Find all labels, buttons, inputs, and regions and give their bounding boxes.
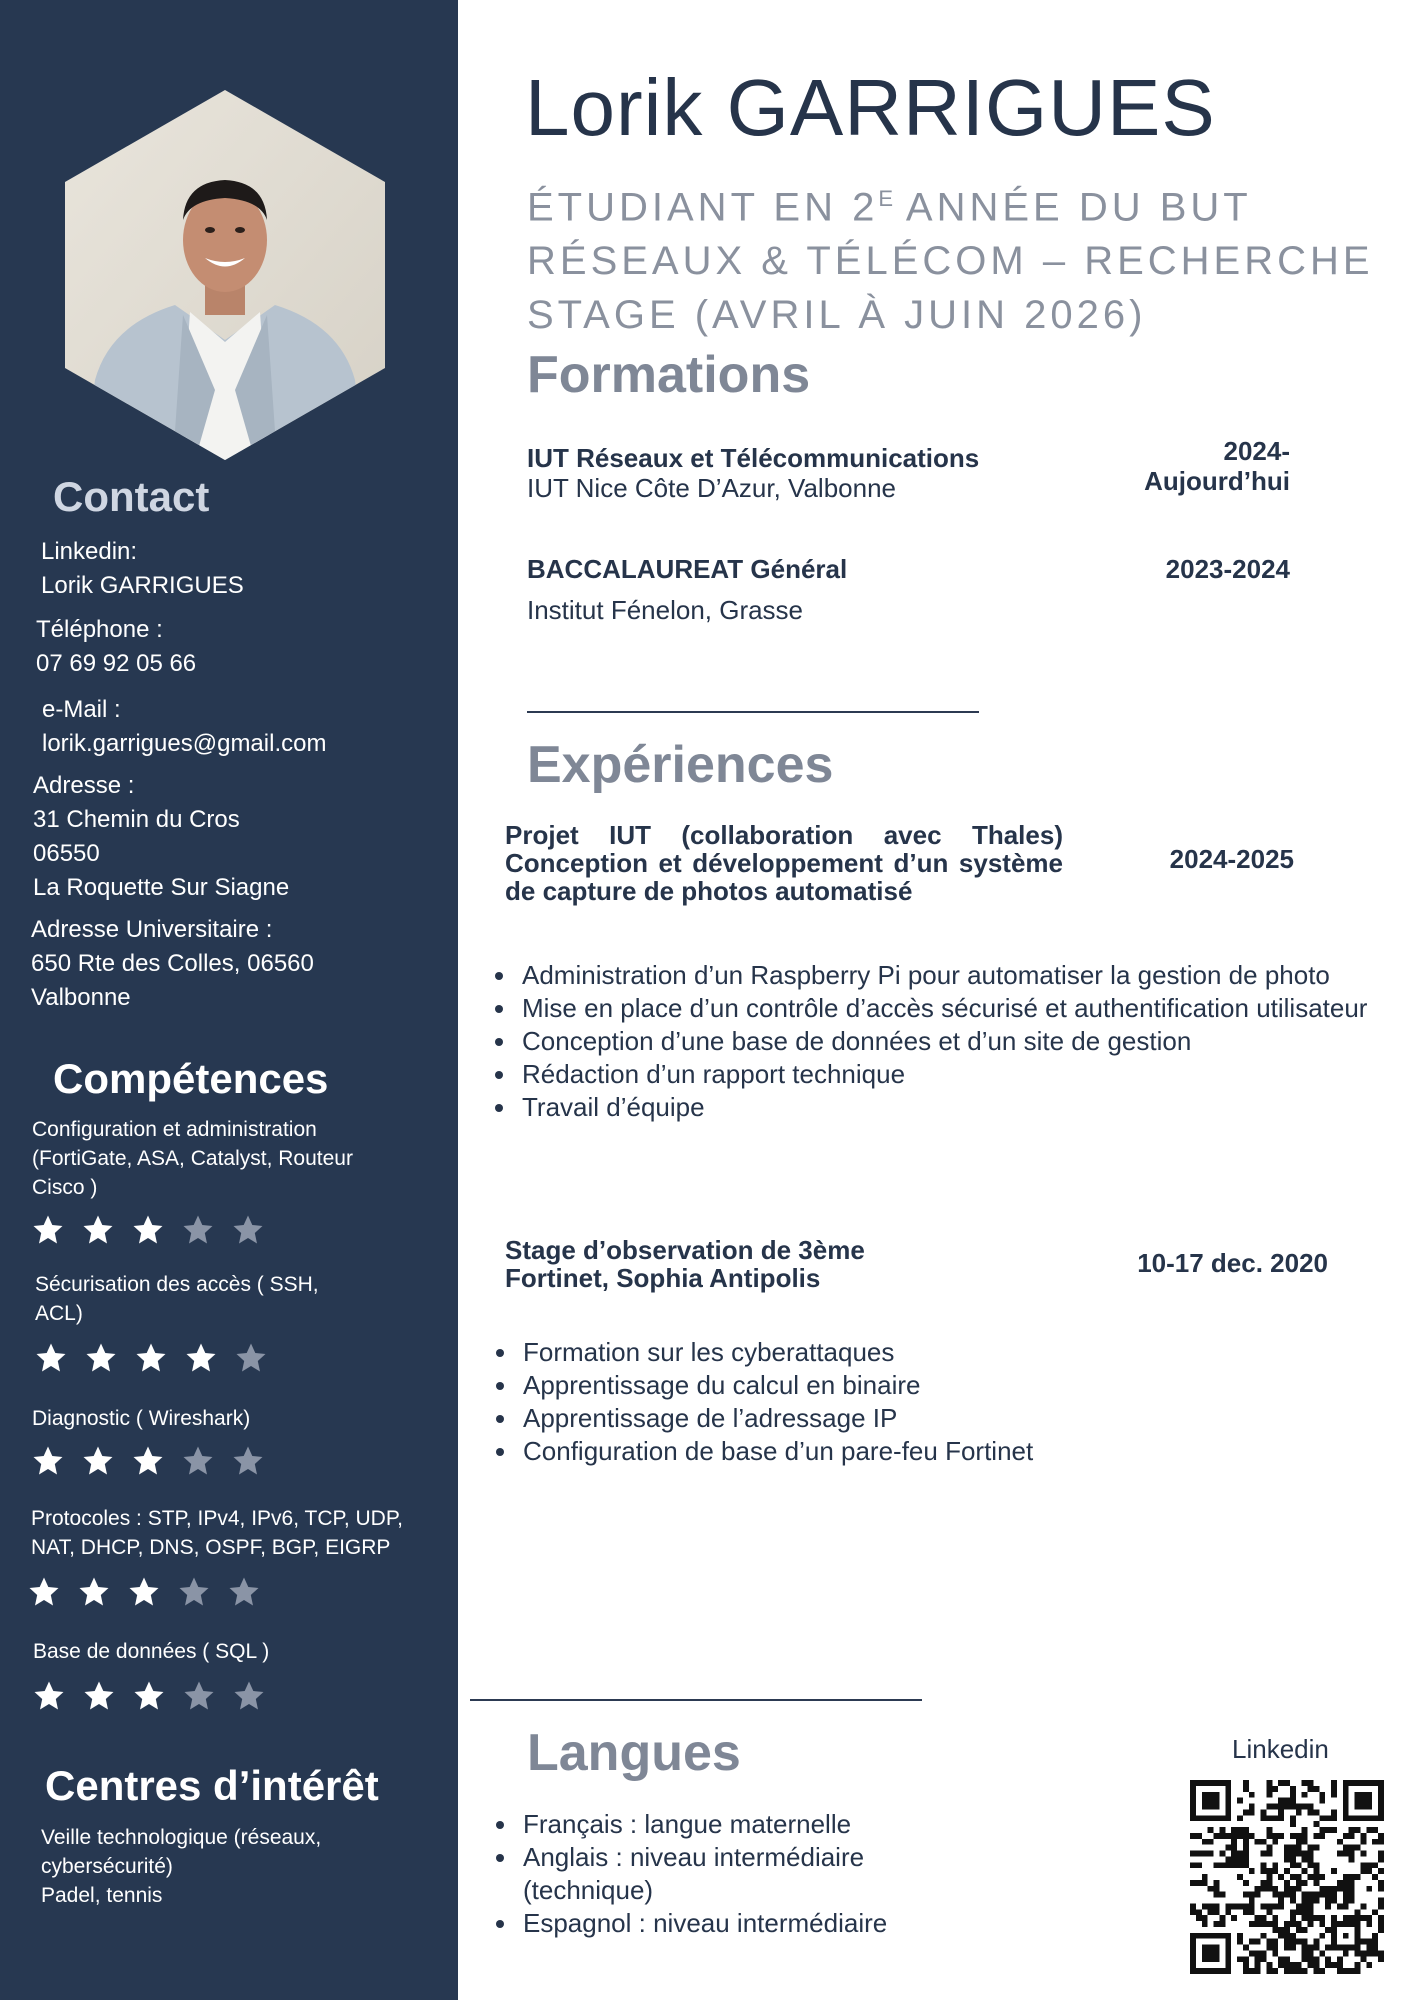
subtitle-text: ANNÉE DU BUT RÉSEAUX & TÉLÉCOM – RECHERCHE STAGE (AVRIL À JUIN 2026) (527, 185, 1374, 338)
section-divider (527, 711, 979, 713)
list-item: • Apprentissage de l’adressage IP (519, 1402, 1369, 1435)
contact-address (33, 769, 289, 905)
skill-item (33, 1637, 363, 1712)
star-icon (128, 1576, 160, 1608)
star-icon (132, 1214, 164, 1246)
email-value: lorik.garrigues@gmail.com (42, 730, 327, 757)
job-title (527, 172, 1387, 342)
experiences-heading: Expériences (527, 736, 834, 794)
phone-label: Téléphone : (36, 616, 163, 643)
star-icon (232, 1445, 264, 1477)
star-icon (28, 1576, 60, 1608)
interest-item: Veille technologique (réseaux, cybersécurité) (41, 1826, 322, 1878)
star-icon (235, 1342, 267, 1374)
star-icon (35, 1342, 67, 1374)
university-address-label: Adresse Universitaire : (31, 916, 273, 943)
star-icon (232, 1214, 264, 1246)
list-item: • Anglais : niveau intermédiaire (technique) (519, 1841, 949, 1907)
skill-label: Diagnostic ( Wireshark) (32, 1407, 251, 1430)
list-item: • Rédaction d’un rapport technique (518, 1058, 1368, 1091)
sidebar (0, 0, 458, 2000)
qr-label: Linkedin (1232, 1734, 1329, 1764)
contact-university-address (31, 913, 314, 1015)
experience-title (505, 1236, 1005, 1292)
experience-title-line: Stage d’observation de 3ème (505, 1235, 865, 1265)
star-icon (32, 1445, 64, 1477)
formation-entry (527, 443, 1057, 503)
contact-linkedin (41, 535, 244, 603)
star-icon (33, 1680, 65, 1712)
star-icon (32, 1214, 64, 1246)
experience-bullets (486, 959, 1368, 1124)
linkedin-label: Linkedin: (41, 538, 138, 565)
star-icon (178, 1576, 210, 1608)
skill-rating (35, 1342, 355, 1374)
address-line: La Roquette Sur Siagne (33, 874, 290, 901)
formation-place: IUT Nice Côte D’Azur, Valbonne (527, 473, 896, 503)
star-icon (233, 1680, 265, 1712)
skill-item (31, 1504, 441, 1608)
section-divider (470, 1699, 922, 1701)
contact-phone (36, 613, 196, 681)
formation-title: IUT Réseaux et Télécommunications (527, 443, 980, 473)
list-item: • Administration d’un Raspberry Pi pour automatiser la gestion de photo (518, 959, 1368, 992)
interests-list (41, 1823, 371, 1910)
list-item: • Travail d’équipe (518, 1091, 1368, 1124)
formation-date (1100, 436, 1290, 496)
address-label: Adresse : (33, 772, 135, 799)
skill-item (32, 1115, 362, 1246)
phone-value: 07 69 92 05 66 (36, 650, 197, 677)
linkedin-value: Lorik GARRIGUES (41, 572, 244, 599)
qr-code-icon[interactable] (1190, 1780, 1384, 1974)
formation-date-line: 2024- (1223, 436, 1290, 466)
star-icon (183, 1680, 215, 1712)
skill-item (35, 1270, 355, 1374)
formation-title: BACCALAUREAT Général (527, 554, 848, 584)
formation-date: 2023-2024 (1165, 554, 1290, 584)
skill-label: Configuration et administration (FortiGate, ASA, Catalyst, Routeur Cisco ) (32, 1118, 353, 1199)
list-item: • Configuration de base d’un pare-feu Fortinet (519, 1435, 1369, 1468)
skill-label: Protocoles : STP, IPv4, IPv6, TCP, UDP, NAT, DHCP, DNS, OSPF, BGP, EIGRP (31, 1507, 403, 1559)
candidate-name: Lorik GARRIGUES (525, 63, 1216, 152)
experience-title-line: Fortinet, Sophia Antipolis (505, 1263, 821, 1293)
subtitle-text: ÉTUDIANT EN 2 (527, 185, 879, 230)
list-item: • Formation sur les cyberattaques (519, 1336, 1369, 1369)
experience-bullets (487, 1336, 1369, 1468)
experience-date: 2024-2025 (1169, 844, 1294, 874)
email-label: e-Mail : (42, 696, 121, 723)
star-icon (83, 1680, 115, 1712)
formation-entry (527, 554, 1057, 625)
list-item: • Français : langue maternelle (519, 1808, 949, 1841)
star-icon (182, 1214, 214, 1246)
experience-title: Projet IUT (collaboration avec Thales) Conception et développement d’un système de capture de photos automatisé (505, 820, 1063, 906)
list-item: • Conception d’une base de données et d’un site de gestion (518, 1025, 1368, 1058)
contact-heading: Contact (53, 473, 210, 520)
university-address-line: 650 Rte des Colles, 06560 (31, 950, 314, 977)
address-line: 06550 (33, 840, 100, 867)
star-icon (228, 1576, 260, 1608)
skill-rating (32, 1214, 362, 1246)
skill-rating (33, 1680, 363, 1712)
languages-heading: Langues (527, 1724, 741, 1782)
star-icon (135, 1342, 167, 1374)
star-icon (182, 1445, 214, 1477)
list-item: • Mise en place d’un contrôle d’accès sécurisé et authentification utilisateur (518, 992, 1368, 1025)
list-item: • Apprentissage du calcul en binaire (519, 1369, 1369, 1402)
star-icon (185, 1342, 217, 1374)
list-item: • Espagnol : niveau intermédiaire (519, 1907, 949, 1940)
skill-rating (28, 1576, 441, 1608)
profile-photo (65, 90, 385, 460)
skill-rating (32, 1445, 362, 1477)
interest-item: Padel, tennis (41, 1884, 163, 1907)
star-icon (82, 1214, 114, 1246)
star-icon (132, 1445, 164, 1477)
star-icon (78, 1576, 110, 1608)
formation-date-line: Aujourd’hui (1144, 466, 1290, 496)
contact-email (42, 693, 326, 761)
languages-list (487, 1808, 949, 1940)
address-line: 31 Chemin du Cros (33, 806, 240, 833)
skill-item (32, 1404, 362, 1477)
formations-heading: Formations (527, 346, 811, 404)
star-icon (85, 1342, 117, 1374)
experience-date: 10-17 dec. 2020 (1137, 1248, 1328, 1278)
skill-label: Base de données ( SQL ) (33, 1640, 270, 1663)
star-icon (133, 1680, 165, 1712)
university-address-line: Valbonne (31, 984, 131, 1011)
star-icon (82, 1445, 114, 1477)
skills-heading: Compétences (53, 1055, 329, 1102)
interests-heading: Centres d’intérêt (45, 1762, 379, 1809)
subtitle-superscript: E (878, 186, 894, 211)
skill-label: Sécurisation des accès ( SSH, ACL) (35, 1273, 319, 1325)
formation-place: Institut Fénelon, Grasse (527, 595, 804, 625)
